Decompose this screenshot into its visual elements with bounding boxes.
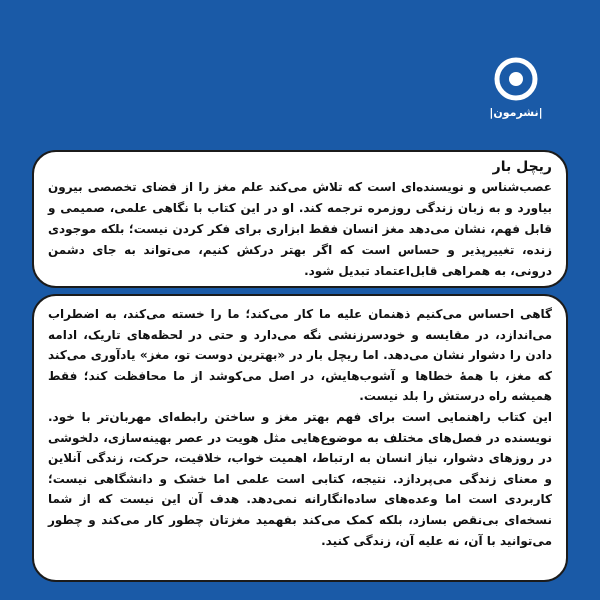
author-bio-text: عصب‌شناس و نویسنده‌ای است که تلاش می‌کند علم مغز را از فضای تخصصی بیرون بیاورد و به زبان زندگی روزمره ترجمه کند. او در این کتاب با نگاهی علمی، صمیمی و قابل فهم، نشان می‌دهد مغز انسان فقط ابزاری برای فکر کردن نیست؛ بلکه موجودی زنده، تغییرپذیر و حساس است که اگر بهتر درکش کنیم، می‌تواند به جای دشمن درونی، به همراهی قابل‌اعتماد تبدیل شود. [48,180,552,278]
logo-text: |نشرمون| [489,106,543,119]
logo-ring-icon [493,56,539,102]
author-name: ریچل بار [492,159,552,175]
publisher-logo [486,56,546,119]
description-paragraph-2: این کتاب راهنمایی است برای فهم بهتر مغز و ساختن رابطه‌ای مهربان‌تر با خود. نویسنده در فصل‌های مختلف به موضوع‌هایی مثل هویت در عصر بهینه‌سازی، دلخوشی در روزهای دشوار، نیاز انسان به ارتباط، اهمیت خواب، خلاقیت، حرکت، زندگی آنلاین و معنای زندگی می‌پردازد. نتیجه، کتابی است علمی اما خشک و دانشگاهی نیست؛ کاربردی است اما وعده‌های ساده‌انگارانه نمی‌دهد. هدف آن این نیست که از شما نسخه‌ای بی‌نقص بسازد، بلکه کمک می‌کند بفهمید مغزتان چطور کار می‌کند و چطور می‌توانید با آن، نه علیه آن، زندگی کنید. [48,409,552,548]
author-bio-card [32,150,568,288]
description-paragraph-1: گاهی احساس می‌کنیم ذهنمان علیه ما کار می‌کند؛ ما را خسته می‌کند، به اضطراب می‌اندازد، در مقایسه و خودسرزنشی نگه می‌دارد و حتی در لحظه‌های تاریک، ادامه دادن را دشوار نشان می‌دهد. اما ریچل بار در «بهترین دوست تو، مغز» یادآوری می‌کند که مغز، با همهٔ خطاها و آشوب‌هایش، در اصل می‌کوشد از ما محافظت کند؛ فقط همیشه راه درستش را بلد نیست. [48,307,552,404]
book-description-card [32,294,568,582]
